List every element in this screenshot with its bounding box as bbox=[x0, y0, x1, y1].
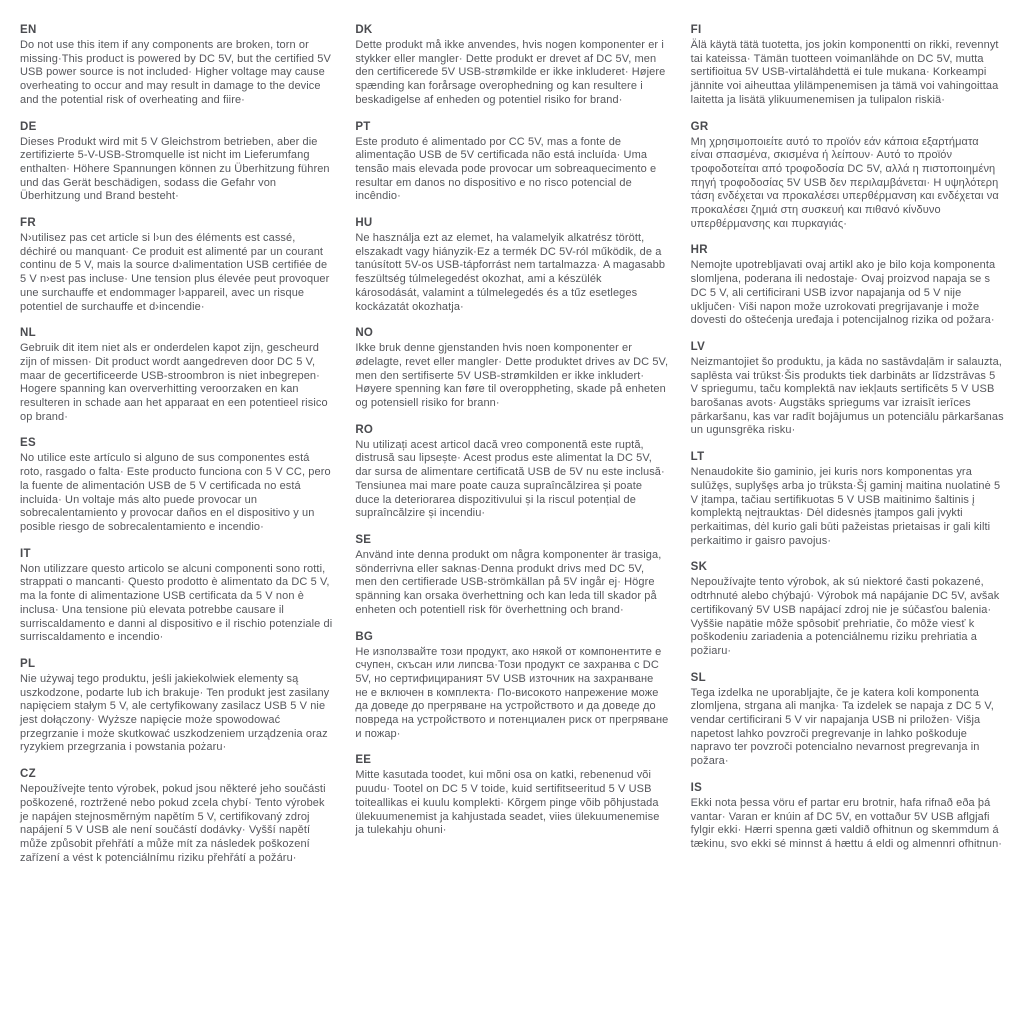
warning-text-dk: Dette produkt må ikke anvendes, hvis nogen komponenter er i stykker eller mangler· Dette produkt er drevet af DC 5V, men den certificerede 5V USB-strømkilde er ikke inkluderet· Højere spænding kan forårsage overophedning og kan resultere i beskadigelse af enheden og potentiel risiko for brand· bbox=[355, 39, 666, 106]
language-code-sl: SL bbox=[690, 671, 706, 684]
language-code-sk: SK bbox=[690, 561, 708, 574]
warning-text-it: Non utilizzare questo articolo se alcuni componenti sono rotti, strappati o mancanti· Questo prodotto è alimentato da DC 5 V, ma la fonte di alimentazione USB certificata da 5 V non è inclusa· Una tensione più elevata potrebbe causare il surriscaldamento e danni al dispositivo e il rischio potenziale di surriscaldamento e incendio· bbox=[20, 562, 333, 644]
language-code-is: IS bbox=[690, 781, 703, 794]
warning-text-se: Använd inte denna produkt om några komponenter är trasiga, sönderrivna eller saknas·Denna produkt drivs med DC 5V, men den certifierade USB-strömkällan på 5V ingår ej· Högre spänning kan orsaka överhettning och kan leda till skador på enheten och potentiell risk för överhettning och brand· bbox=[355, 548, 662, 616]
warning-text-es: No utilice este artículo si alguno de sus componentes está roto, rasgado o falta· Este producto funciona con 5 V CC, pero la fuente de alimentación USB de 5 V certificada no está incluida· Un voltaje más alto puede provocar un sobrecalentamiento y provocar daños en el dispositivo y un posible riesgo de sobrecalentamiento e incendio· bbox=[20, 452, 331, 533]
section-ee bbox=[355, 754, 668, 838]
section-it bbox=[20, 548, 333, 645]
language-code-de: DE bbox=[20, 120, 37, 133]
section-dk bbox=[355, 24, 668, 108]
section-en bbox=[20, 24, 333, 108]
language-code-pl: PL bbox=[20, 657, 36, 670]
language-code-no: NO bbox=[355, 327, 374, 340]
section-se bbox=[355, 534, 668, 618]
language-code-pt: PT bbox=[355, 120, 371, 133]
section-bg bbox=[355, 631, 668, 742]
warning-text-ro: Nu utilizați acest articol dacă vreo componentă este ruptă, distrusă sau lipsește· Acest produs este alimentat la DC 5V, dar sursa de alimentare certificată USB de 5V nu este inclusă· Tensiunea mai mare poate cauza supraîncălzirea și poate duce la deteriorarea dispozitivului și la riscul potențial de supraîncălzire și incendiu· bbox=[355, 438, 665, 520]
language-code-es: ES bbox=[20, 437, 36, 450]
warning-text-no: Ikke bruk denne gjenstanden hvis noen komponenter er ødelagte, revet eller mangler· Dette produktet drives av DC 5V, men den sertifiserte 5V USB-strømkilden er ikke inkludert· Høyere spenning kan føre til overoppheting, skade på enheten og potensiell risiko for brann· bbox=[355, 342, 669, 410]
language-code-lt: LT bbox=[690, 451, 705, 464]
section-cz bbox=[20, 768, 333, 865]
language-code-fr: FR bbox=[20, 217, 36, 230]
language-code-ee: EE bbox=[355, 754, 372, 767]
language-code-hu: HU bbox=[355, 217, 373, 230]
warning-text-en: Do not use this item if any components are broken, torn or missing·This product is powered by DC 5V, but the certified 5V USB power source is not included· Higher voltage may cause overheating to occur and may result in damage to the device and the potential risk of overheating and fiire· bbox=[20, 39, 331, 106]
language-code-hr: HR bbox=[690, 244, 708, 257]
warning-text-cz: Nepoužívejte tento výrobek, pokud jsou některé jeho součásti poškozené, roztržené nebo pokud zcela chybí· Tento výrobek je napájen stejnosměrným napětím 5 V, certifikovaný zdroj napájení 5 V USB ale není součástí dodávky· Vyšší napětí může způsobit přehřátí a může mít za následek poškození zařízení a vést k potenciálnímu riziku přehřátí a požáru· bbox=[20, 783, 326, 864]
language-code-lv: LV bbox=[690, 340, 706, 353]
warning-text-pt: Este produto é alimentado por CC 5V, mas a fonte de alimentação USB de 5V certificada não está incluída· Uma tensão mais elevada pode provocar um sobreaquecimento e resultar em danos no dispositivo e no risco potencial de incêndio· bbox=[355, 135, 657, 203]
section-lv bbox=[691, 341, 1004, 438]
column-2 bbox=[355, 24, 668, 1004]
column-3 bbox=[691, 24, 1004, 1004]
language-code-dk: DK bbox=[355, 24, 373, 36]
section-es bbox=[20, 437, 333, 534]
language-code-se: SE bbox=[355, 533, 372, 546]
section-fr bbox=[20, 217, 333, 314]
warning-text-gr: Μη χρησιμοποιείτε αυτό το προϊόν εάν κάποια εξαρτήματα είναι σπασμένα, σκισμένα ή λείπουν· Αυτό το προϊόν τροφοδοτείται από τροφοδοσία DC 5V, αλλά η πιστοποιημένη πηγή τροφοδοσίας 5V USB δεν περιλαμβάνεται· Η υψηλότερη τάση ενδέχεται να προκαλέσει υπερθέρμανση και ενδέχεται να προκαλέσει ζημιά στη συσκευή και πιθανό κίνδυνο υπερθέρμανσης και πυρκαγιάς· bbox=[690, 135, 999, 230]
warning-text-fr: N›utilisez pas cet article si l›un des éléments est cassé, déchiré ou manquant· Ce produit est alimenté par un courant continu de 5 V, mais la source d›alimentation USB certifiée de 5 V n›est pas incluse· Une tension plus élevée peut provoquer une surchauffe et endommager l›appareil, avec un risque potentiel de surchauffe et d›incendie· bbox=[20, 232, 330, 313]
warning-text-is: Ekki nota þessa vöru ef partar eru brotnir, hafa rifnað eða þá vantar· Varan er knúin af DC 5V, en vottaður 5V USB aflgjafi fylgir ekki· Hærri spenna gæti valdið ofhitnun og skemmdum á tækinu, svo ekki sé minnst á hættu á eldi og almennri ofhitnun· bbox=[690, 796, 1003, 850]
section-hu bbox=[355, 217, 668, 314]
language-code-it: IT bbox=[20, 547, 31, 560]
section-is bbox=[691, 782, 1004, 852]
warning-text-fi: Älä käytä tätä tuotetta, jos jokin komponentti on rikki, revennyt tai kateissa· Tämän tuotteen voimanlähde on DC 5V, mutta sertifioitua 5V USB-virtalähdettä ei tule mukana· Korkeampi jännite voi aiheuttaa ylilämpenemisen ja tämä voi vahingoittaa laitetta ja lisätä ylikuumenemisen ja tulipalon riskiä· bbox=[690, 39, 999, 106]
section-sk bbox=[691, 561, 1004, 658]
section-pl bbox=[20, 658, 333, 755]
language-code-en: EN bbox=[20, 24, 37, 36]
language-code-nl: NL bbox=[20, 327, 36, 340]
language-code-fi: FI bbox=[690, 24, 702, 36]
warning-text-bg: Не използвайте този продукт, ако някой от компонентите е счупен, скъсан или липсва·Този продукт се захранва с DC 5V, но сертифицираният 5V USB източник на захранване не е включен в комплекта· По-високото напрежение може да доведе до прегряване на устройството и да доведе до повреда на устройството и потенциален риск от прегряване и пожар· bbox=[355, 645, 669, 740]
warning-text-hr: Nemojte upotrebljavati ovaj artikl ako je bilo koja komponenta slomljena, poderana ili nedostaje· Ovaj proizvod napaja se s DC 5 V, ali certificirani USB izvor napajanja od 5 V nije uključen· Viši napon može uzrokovati pregrijavanje i može dovesti do oštećenja uređaja i potencijalnog rizika od požara· bbox=[690, 259, 996, 327]
section-fi bbox=[691, 24, 1004, 108]
section-lt bbox=[691, 451, 1004, 548]
column-1 bbox=[20, 24, 333, 1004]
warning-text-lt: Nenaudokite šio gaminio, jei kuris nors komponentas yra sulūžęs, suplyšęs arba jo trūksta·Šį gaminį maitina nuolatinė 5 V įtampa, tačiau sertifikuotas 5 V USB maitinimo šaltinis į komplektą neįtrauktas· Dėl didesnės įtampos gali įvykti perkaitimas, dėl kurio gali būti pažeistas prietaisas ir gali kilti perkaitimo ir gaisro pavojus· bbox=[690, 466, 1001, 547]
warning-text-de: Dieses Produkt wird mit 5 V Gleichstrom betrieben, aber die zertifizierte 5-V-USB-Stromquelle ist nicht im Lieferumfang enthalten· Höhere Spannungen können zu Überhitzung führen und das Gerät beschädigen, sodass die Gefahr von Überhitzung und Brand besteht· bbox=[20, 135, 330, 203]
warning-text-hu: Ne használja ezt az elemet, ha valamelyik alkatrész törött, elszakadt vagy hiányzik·Ez a termék DC 5V-ról működik, de a tanúsított 5V-os USB-tápforrást nem tartalmazza· A magasabb feszültség túlmelegedést okozhat, ami a készülék károsodását, valamint a túlmelegedés és a tűz esetleges kockázatát okozhatja· bbox=[355, 232, 666, 313]
warning-text-sk: Nepoužívajte tento výrobok, ak sú niektoré časti pokazené, odtrhnuté alebo chýbajú· Výrobok má napájanie DC 5V, avšak certifikovaný 5V USB napájací zdroj nie je súčasťou balenia· Vyššie napätie môže spôsobiť prehriatie, čo môže viesť k poškodeniu zariadenia a potenciálnemu riziku prehriatia a požiaru· bbox=[690, 576, 1000, 657]
warning-text-nl: Gebruik dit item niet als er onderdelen kapot zijn, gescheurd zijn of missen· Dit product wordt aangedreven door DC 5 V, maar de gecertificeerde USB-stroombron is niet inbegrepen· Hogere spanning kan oververhitting veroorzaken en kan resulteren in schade aan het apparaat en een potentieel risico op brand· bbox=[20, 342, 328, 423]
language-code-cz: CZ bbox=[20, 768, 36, 781]
warning-text-lv: Neizmantojiet šo produktu, ja kāda no sastāvdaļām ir salauzta, saplēsta vai trūkst·Šis produkts tiek darbināts ar līdzstrāvas 5 V spriegumu, taču komplektā nav iekļauts sertificēts 5 V USB barošanas avots· Augstāks spriegums var izraisīt ierīces pārkaršanu, kas var radīt bojājumus un potenciālu pārkaršanas un ugunsgrēka risku· bbox=[690, 355, 1004, 437]
warning-text-ee: Mitte kasutada toodet, kui mõni osa on katki, rebenenud või puudu· Tootel on DC 5 V toide, kuid sertifitseeritud 5 V USB toiteallikas ei kuulu komplekti· Kõrgem pinge võib põhjustada ülekuumenemist ja kahjustada seadet, viies ülekuumenemise ja tulekahju ohuni· bbox=[355, 769, 660, 837]
section-hr bbox=[691, 244, 1004, 328]
language-code-ro: RO bbox=[355, 423, 374, 436]
warning-text-pl: Nie używaj tego produktu, jeśli jakiekolwiek elementy są uszkodzone, podarte lub ich brakuje· Ten produkt jest zasilany napięciem stałym 5 V, ale certyfikowany zasilacz USB 5 V nie jest dołączony· Wyższe napięcie może spowodować przegrzanie i może skutkować uszkodzeniem urządzenia oraz ryzykiem przegrzania i powstania pożaru· bbox=[20, 672, 330, 754]
section-ro bbox=[355, 424, 668, 521]
section-sl bbox=[691, 672, 1004, 769]
section-de bbox=[20, 121, 333, 205]
language-code-gr: GR bbox=[690, 120, 709, 133]
section-nl bbox=[20, 327, 333, 424]
warning-text-sl: Tega izdelka ne uporabljajte, če je katera koli komponenta zlomljena, strgana ali manjka· Ta izdelek se napaja z DC 5 V, vendar certificirani 5 V vir napajanja USB ni priložen· Višja napetost lahko povzroči pregrevanje in lahko poškoduje napravo ter povzroči potencialno nevarnost pregrevanja in požara· bbox=[690, 686, 994, 768]
section-gr bbox=[691, 121, 1004, 232]
language-code-bg: BG bbox=[355, 630, 374, 643]
section-pt bbox=[355, 121, 668, 205]
section-no bbox=[355, 327, 668, 411]
